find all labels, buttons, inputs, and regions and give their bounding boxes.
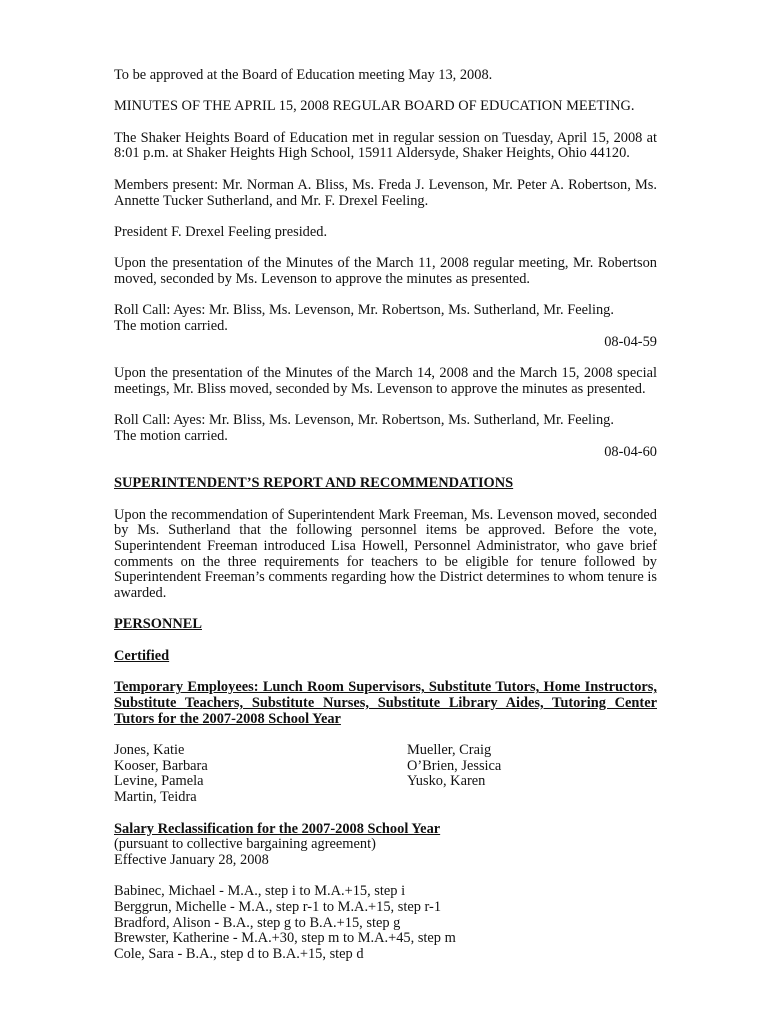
salary-note: (pursuant to collective bargaining agreement) <box>114 836 376 853</box>
list-item: Berggrun, Michelle - M.A., step r-1 to M.A.+15, step r-1 <box>114 899 442 916</box>
certified-heading <box>114 649 657 665</box>
certified-heading-text: Certified <box>114 647 170 664</box>
minutes-title: MINUTES OF THE APRIL 15, 2008 REGULAR BOARD OF EDUCATION MEETING. <box>114 98 635 115</box>
list-item: Martin, Teidra <box>114 789 197 806</box>
intro-line: To be approved at the Board of Education meeting May 13, 2008. <box>114 67 493 83</box>
temporary-list-left <box>114 743 407 806</box>
list-item: Mueller, Craig <box>407 742 492 759</box>
list-item: Babinec, Michael - M.A., step i to M.A.+15, step i <box>114 883 406 900</box>
superintendent-heading-text: SUPERINTENDENT’S REPORT AND RECOMMENDATIONS <box>114 475 514 492</box>
motion2-text: Upon the presentation of the Minutes of the March 14, 2008 and the March 15, 2008 special meetings, Mr. Bliss moved, seconded by Ms. Levenson to approve the minutes as presented. <box>114 365 657 397</box>
list-item: Brewster, Katherine - M.A.+30, step m to M.A.+45, step m <box>114 930 456 947</box>
list-item: O’Brien, Jessica <box>407 757 502 774</box>
motion2-roll-call: Roll Call: Ayes: Mr. Bliss, Ms. Levenson, Mr. Robertson, Ms. Sutherland, Mr. Feeling. <box>114 412 614 429</box>
members-paragraph: Members present: Mr. Norman A. Bliss, Ms. Freda J. Levenson, Mr. Peter A. Robertson, Ms. Annette Tucker Sutherland, and Mr. F. Drexel Feeling. <box>114 176 657 209</box>
superintendent-heading <box>114 476 657 492</box>
temporary-employee-list <box>114 743 657 806</box>
session-paragraph: The Shaker Heights Board of Education met in regular session on Tuesday, April 15, 2008 at 8:01 p.m. at Shaker Heights High School, 15911 Aldersyde, Shaker Heights, Ohio 44120. <box>114 129 657 162</box>
motion1-text: Upon the presentation of the Minutes of the March 11, 2008 regular meeting, Mr. Robertson moved, seconded by Ms. Levenson to approve the minutes as presented. <box>114 255 657 288</box>
motion1-number: 08-04-59 <box>604 333 657 350</box>
temporary-heading-text: Temporary Employees: Lunch Room Supervisors, Substitute Tutors, Home Instructors, Substitute Teachers, Substitute Nurses, Substitute Library Aides, Tutoring Center Tutors for the 2007-2008 School Year <box>114 679 657 727</box>
president-line: President F. Drexel Feeling presided. <box>114 223 328 240</box>
list-item: Bradford, Alison - B.A., step g to B.A.+15, step g <box>114 914 401 931</box>
superintendent-paragraph: Upon the recommendation of Superintendent Mark Freeman, Ms. Levenson moved, seconded by Ms. Sutherland that the following personnel items be approved. Before the vote, Superintendent Freeman introduced Lisa Howell, Personnel Administrator, who gave brief comments on the three requirements for teachers to be eligible for tenure followed by Superintendent Freeman’s comments regarding how the District determines to whom tenure is awarded. <box>114 506 657 602</box>
document-page <box>114 68 657 963</box>
temporary-list-right <box>407 743 657 806</box>
personnel-heading-text: PERSONNEL <box>114 616 202 633</box>
motion1-carried: The motion carried. <box>114 318 228 335</box>
motion1-rollcall-block <box>114 303 657 350</box>
motion2-carried: The motion carried. <box>114 428 228 445</box>
temporary-heading <box>114 680 657 727</box>
salary-list <box>114 884 657 963</box>
list-item: Levine, Pamela <box>114 773 204 790</box>
salary-header-block <box>114 822 657 869</box>
salary-heading-text: Salary Reclassification for the 2007-2008 School Year <box>114 820 441 837</box>
list-item: Jones, Katie <box>114 742 185 759</box>
list-item: Kooser, Barbara <box>114 757 208 774</box>
list-item: Yusko, Karen <box>407 773 486 790</box>
motion1-roll-call: Roll Call: Ayes: Mr. Bliss, Ms. Levenson, Mr. Robertson, Ms. Sutherland, Mr. Feeling. <box>114 302 614 319</box>
salary-heading <box>114 822 657 838</box>
motion2-rollcall-block <box>114 413 657 460</box>
salary-effective: Effective January 28, 2008 <box>114 851 269 868</box>
list-item: Cole, Sara - B.A., step d to B.A.+15, step d <box>114 946 364 963</box>
personnel-heading <box>114 617 657 633</box>
motion2-number: 08-04-60 <box>604 443 657 460</box>
